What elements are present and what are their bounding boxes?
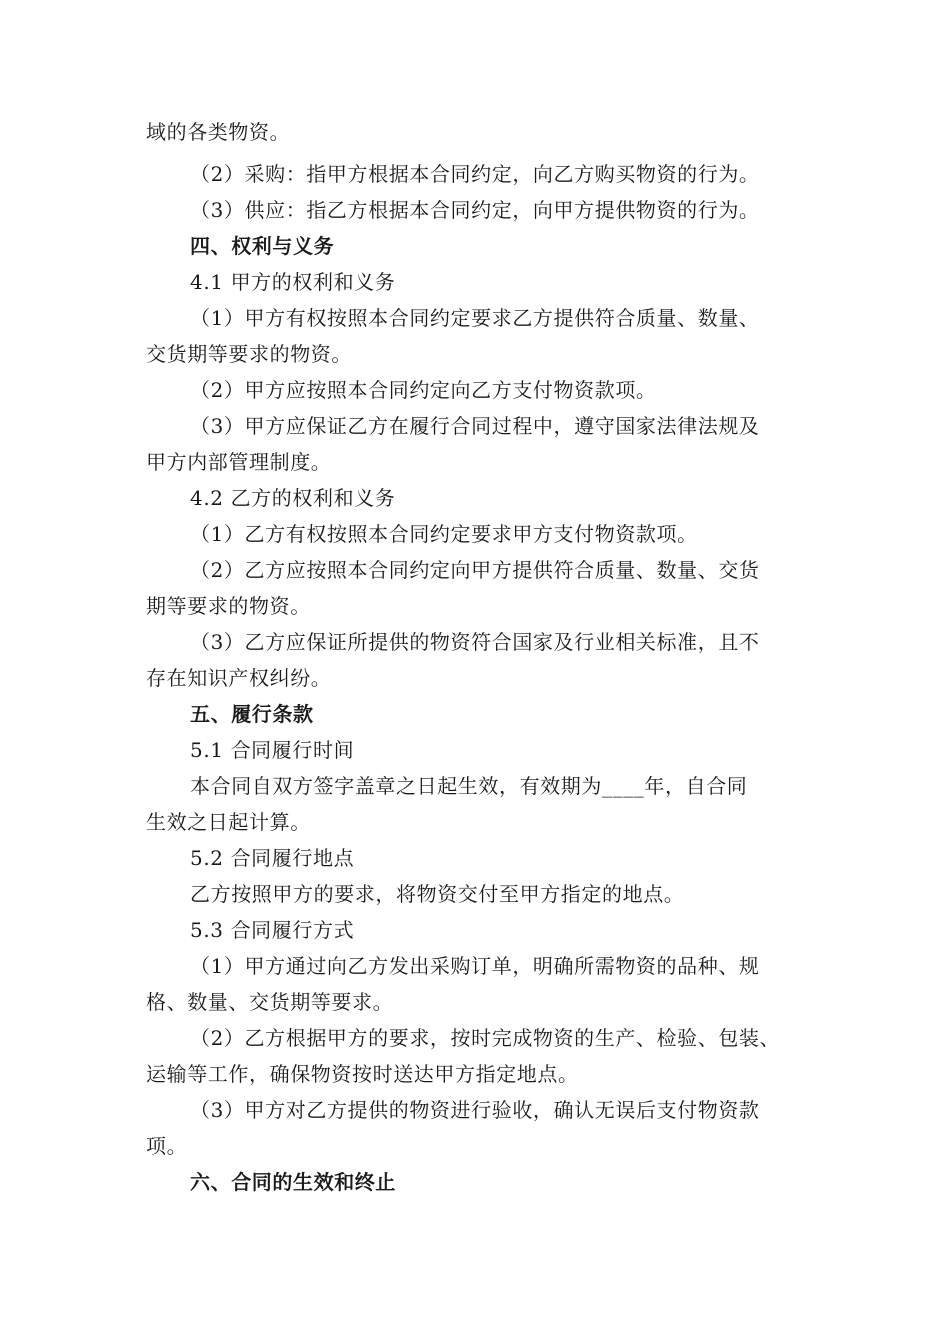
text-line: （1）甲方通过向乙方发出采购订单，明确所需物资的品种、规 — [190, 954, 760, 978]
section-heading: 六、合同的生效和终止 — [190, 1170, 396, 1194]
text-line: 乙方按照甲方的要求，将物资交付至甲方指定的地点。 — [190, 882, 685, 906]
subsection-heading: 4.2 乙方的权利和义务 — [190, 486, 396, 510]
text-line: （2）乙方应按照本合同约定向甲方提供符合质量、数量、交货 — [190, 558, 760, 582]
text-line: 本合同自双方签字盖章之日起生效，有效期为____年，自合同 — [190, 774, 748, 798]
text-line: （3）甲方应保证乙方在履行合同过程中，遵守国家法律法规及 — [190, 414, 760, 438]
section-heading: 四、权利与义务 — [190, 234, 335, 258]
text-line: 甲方内部管理制度。 — [146, 450, 332, 474]
text-line: （2）甲方应按照本合同约定向乙方支付物资款项。 — [190, 378, 657, 402]
subsection-heading: 5.2 合同履行地点 — [190, 846, 355, 870]
text-line: 生效之日起计算。 — [146, 810, 311, 834]
text-line: （3）乙方应保证所提供的物资符合国家及行业相关标准，且不 — [190, 630, 760, 654]
subsection-heading: 5.1 合同履行时间 — [190, 738, 355, 762]
subsection-heading: 5.3 合同履行方式 — [190, 918, 355, 942]
text-line: （3）甲方对乙方提供的物资进行验收，确认无误后支付物资款 — [190, 1098, 760, 1122]
text-line: 交货期等要求的物资。 — [146, 342, 352, 366]
text-line: 存在知识产权纠纷。 — [146, 666, 332, 690]
text-line: 格、数量、交货期等要求。 — [146, 990, 394, 1014]
text-line: （2）乙方根据甲方的要求，按时完成物资的生产、检验、包装、 — [190, 1026, 781, 1050]
text-line: （1）乙方有权按照本合同约定要求甲方支付物资款项。 — [190, 522, 698, 546]
subsection-heading: 4.1 甲方的权利和义务 — [190, 270, 396, 294]
text-line: 期等要求的物资。 — [146, 594, 311, 618]
text-line: （2）采购：指甲方根据本合同约定，向乙方购买物资的行为。 — [190, 162, 760, 186]
text-line: 域的各类物资。 — [146, 120, 291, 144]
section-heading: 五、履行条款 — [190, 702, 314, 726]
text-line: （1）甲方有权按照本合同约定要求乙方提供符合质量、数量、 — [190, 306, 760, 330]
text-line: 运输等工作，确保物资按时送达甲方指定地点。 — [146, 1062, 579, 1086]
text-line: 项。 — [146, 1134, 188, 1158]
text-line: （3）供应：指乙方根据本合同约定，向甲方提供物资的行为。 — [190, 198, 760, 222]
